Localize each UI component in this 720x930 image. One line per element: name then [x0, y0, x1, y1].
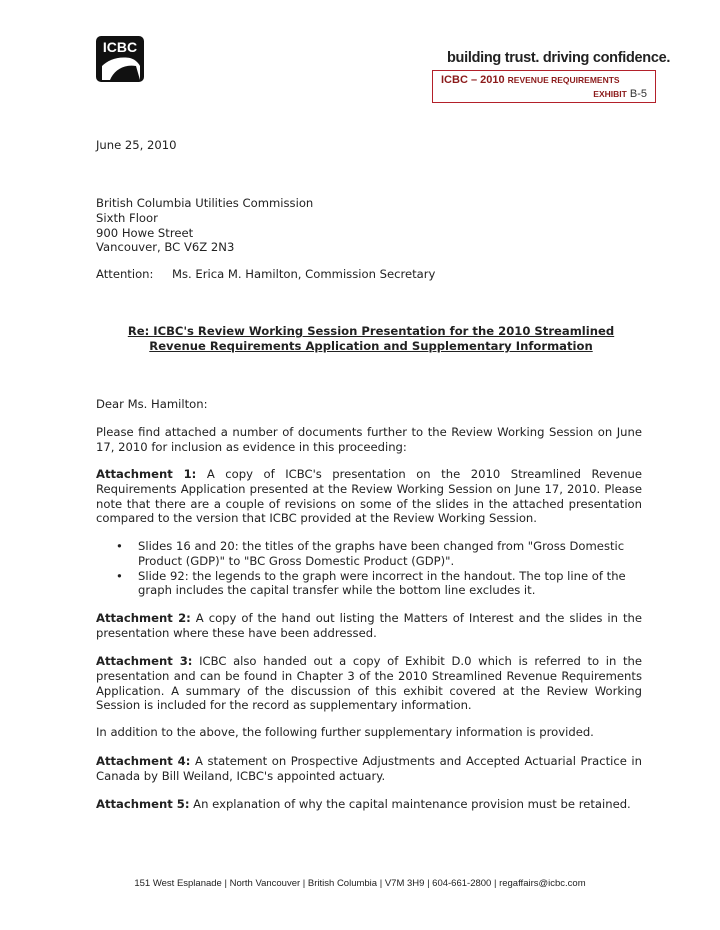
address-line: British Columbia Utilities Commission [96, 196, 314, 210]
attachment-3-text: ICBC also handed out a copy of Exhibit D.0 which is referred to in the presentation and can be found in Chapter 3 of the 2010 Streamlined Revenue Requirements Application. A summary of the discussion of this exhibit covered at the Review Working Session is included for the record as supplementary information. [96, 654, 642, 713]
address-line: Sixth Floor [96, 210, 158, 225]
attachment-5-label: Attachment 5: [96, 797, 190, 811]
subject-line-2: Revenue Requirements Application and Supplementary Information [149, 338, 593, 353]
address-line: 900 Howe Street [96, 225, 194, 240]
attention-line [96, 267, 435, 282]
address-line: Vancouver, BC V6Z 2N3 [96, 240, 235, 255]
attention-value: Ms. Erica M. Hamilton, Commission Secretary [172, 267, 436, 281]
attachment-2-paragraph [96, 611, 642, 641]
intro-paragraph: Please find attached a number of documents further to the Review Working Session on June 17, 2010 for inclusion as evidence in this proceeding: [96, 425, 642, 454]
list-item: • Slide 92: the legends to the graph were incorrect in the handout. The top line of the graph includes the capital transfer while the bottom line excludes it. [116, 569, 644, 599]
attachment-5-text: An explanation of why the capital maintenance provision must be retained. [189, 797, 631, 811]
attention-label: Attention: [96, 267, 154, 281]
recipient-address [96, 196, 313, 255]
exhibit-number: B-5 [629, 88, 647, 100]
addition-paragraph: In addition to the above, the following further supplementary information is provided. [96, 725, 594, 739]
exhibit-title: REVENUE REQUIREMENTS [507, 75, 620, 85]
attachment-3-label: Attachment 3: [96, 654, 193, 668]
letter-date: June 25, 2010 [96, 138, 177, 152]
attachment-4-label: Attachment 4: [96, 754, 191, 768]
salutation: Dear Ms. Hamilton: [96, 397, 208, 411]
exhibit-label: EXHIBIT [593, 89, 627, 99]
tagline: building trust. driving confidence. [447, 50, 671, 66]
subject-line [122, 324, 620, 354]
attachment-1-text: A copy of ICBC's presentation on the 2010 Streamlined Revenue Requirements Application presented at the Review Working Session on June 17, 2010. Please note that there are a couple of revisions on some of the slides in the attached presentation compared to the version that ICBC provided at the Review Working Session. [96, 467, 642, 526]
attachment-1-label: Attachment 1: [96, 467, 197, 481]
attachment-2-text: A copy of the hand out listing the Matters of Interest and the slides in the presentation where these have been addressed. [96, 611, 642, 640]
exhibit-stamp [432, 70, 656, 103]
attachment-3-paragraph [96, 654, 642, 713]
attachment-4-paragraph [96, 754, 642, 784]
logo-text: ICBC [102, 39, 138, 55]
subject-line-1: Re: ICBC's Review Working Session Presentation for the 2010 Streamlined [127, 324, 615, 338]
attachment-5-paragraph [96, 797, 642, 812]
revision-list [116, 539, 644, 598]
footer-address: 151 West Esplanade | North Vancouver | British Columbia | V7M 3H9 | 604-661-2800 | regaffairs@icbc.com [134, 878, 586, 889]
attachment-2-label: Attachment 2: [96, 611, 191, 625]
list-item: • Slides 16 and 20: the titles of the graphs have been changed from "Gross Domestic Product (GDP)" to "BC Gross Domestic Product (GDP)". [116, 539, 644, 569]
exhibit-prefix: ICBC – 2010 [441, 74, 508, 86]
attachment-4-text: A statement on Prospective Adjustments and Accepted Actuarial Practice in Canada by Bill Weiland, ICBC's appointed actuary. [96, 754, 642, 783]
icbc-logo [96, 36, 144, 82]
attachment-1-paragraph [96, 467, 642, 526]
